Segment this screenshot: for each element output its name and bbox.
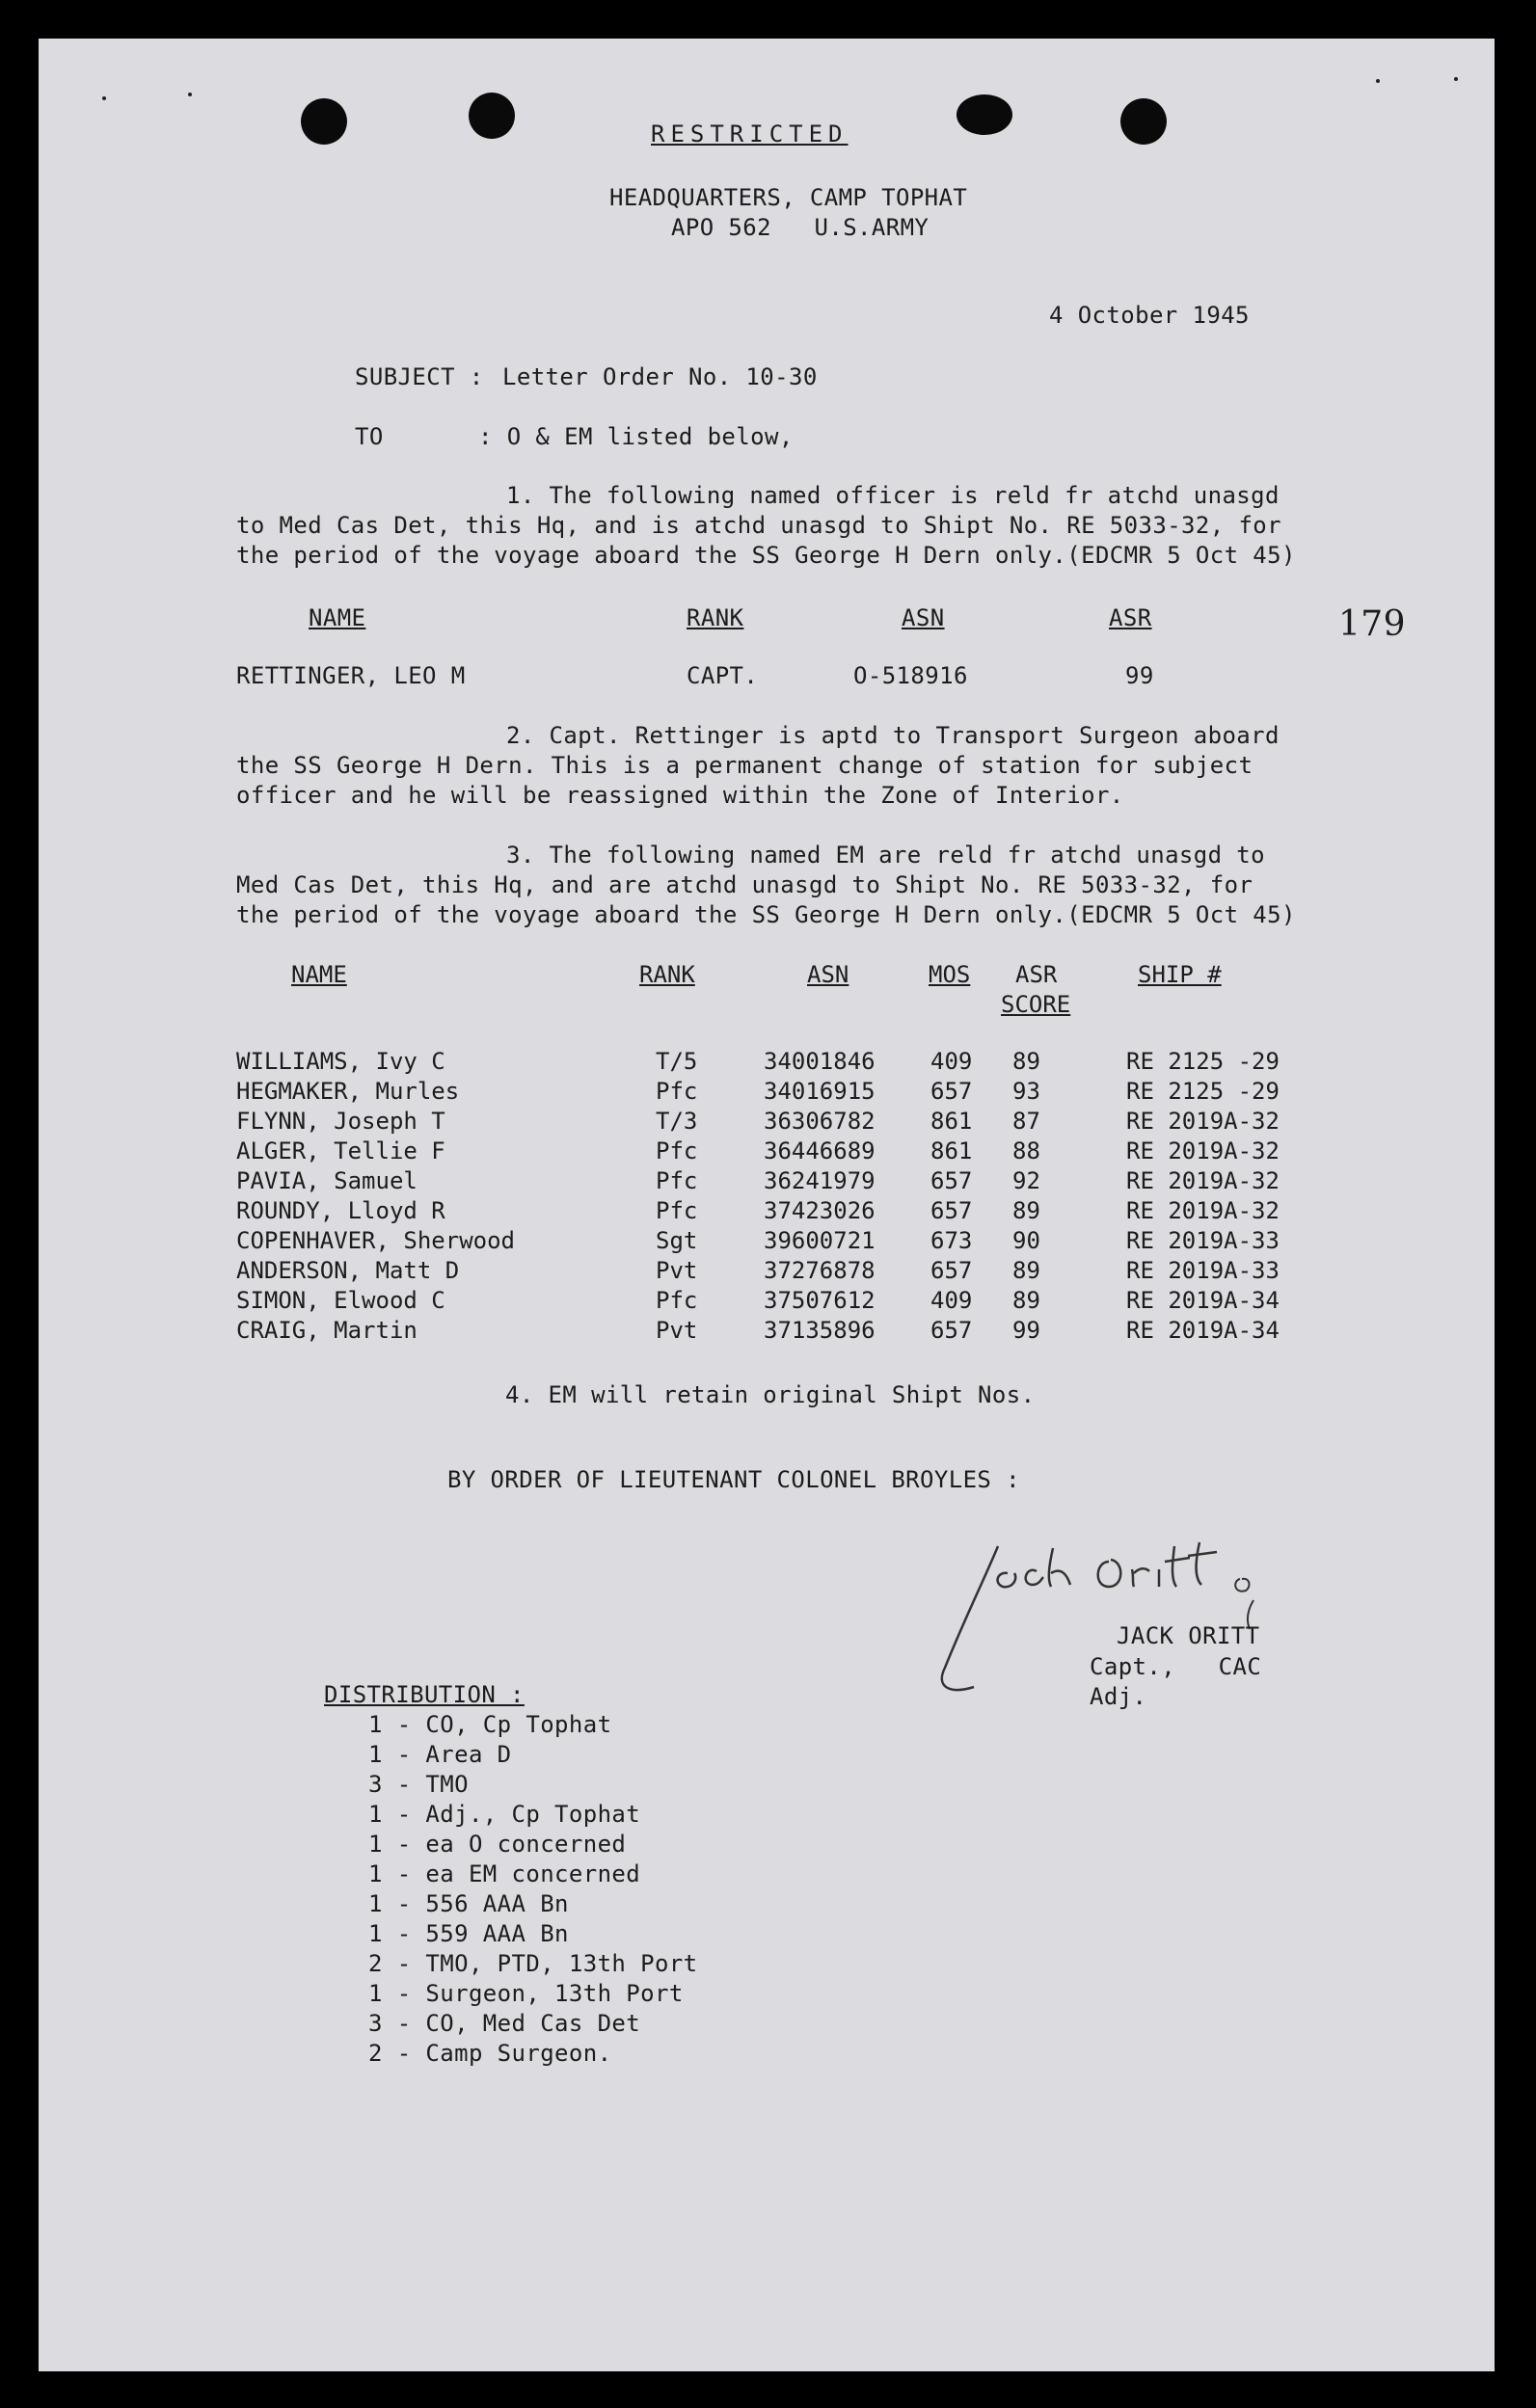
em-name: CRAIG, Martin [236,1317,418,1344]
em-rank: Sgt [656,1227,698,1254]
punch-hole [301,98,347,145]
list-item: 1 - Surgeon, 13th Port [368,1980,684,2007]
list-item: 1 - CO, Cp Tophat [368,1711,612,1738]
em-asn: 37507612 [764,1287,876,1314]
document-page [39,39,1495,2371]
punch-hole [1120,98,1167,145]
em-name: ANDERSON, Matt D [236,1257,460,1284]
em-ship: RE 2019A-33 [1126,1227,1280,1254]
officer-header-asn: ASN [902,604,945,631]
speck [188,93,192,96]
para4: 4. EM will retain original Shipt Nos. [505,1381,1036,1408]
em-ship: RE 2019A-32 [1126,1108,1280,1135]
em-mos: 657 [930,1257,973,1284]
em-header-mos: MOS [929,961,971,988]
list-item: 1 - ea O concerned [368,1831,627,1858]
em-rank: Pfc [656,1167,698,1194]
para1-line: the period of the voyage aboard the SS George H Dern only.(EDCMR 5 Oct 45) [236,542,1296,569]
officer-name: RETTINGER, LEO M [236,662,466,689]
distribution-title: DISTRIBUTION : [324,1681,525,1708]
officer-header-rank: RANK [687,604,744,631]
em-rank: Pfc [656,1137,698,1164]
em-ship: RE 2019A-32 [1126,1197,1280,1224]
para1-line: to Med Cas Det, this Hq, and is atchd unasgd to Shipt No. RE 5033-32, for [236,512,1281,539]
officer-asn: O-518916 [853,662,968,689]
subject-text: Letter Order No. 10-30 [502,363,818,390]
em-mos: 657 [930,1167,973,1194]
em-asn: 37135896 [764,1317,876,1344]
em-rank: Pfc [656,1197,698,1224]
list-item: 1 - ea EM concerned [368,1860,641,1887]
em-rank: Pvt [656,1257,698,1284]
officer-header-name: NAME [309,604,366,631]
document-date: 4 October 1945 [1049,302,1250,329]
em-rank: Pfc [656,1287,698,1314]
to-text: : O & EM listed below, [478,423,794,450]
em-rank: T/5 [656,1048,698,1075]
em-asn: 37423026 [764,1197,876,1224]
em-asn: 34016915 [764,1078,876,1105]
officer-rank: CAPT. [687,662,759,689]
em-mos: 673 [930,1227,973,1254]
subject-label: SUBJECT : [355,363,484,390]
para3-line: the period of the voyage aboard the SS George H Dern only.(EDCMR 5 Oct 45) [236,901,1296,928]
list-item: 1 - Adj., Cp Tophat [368,1801,641,1828]
speck [1376,79,1380,83]
list-item: 3 - CO, Med Cas Det [368,2010,641,2037]
em-asn: 34001846 [764,1048,876,1075]
em-asr: 99 [1012,1317,1040,1344]
speck [102,96,106,100]
em-asn: 36446689 [764,1137,876,1164]
list-item: 2 - Camp Surgeon. [368,2040,612,2067]
em-asr: 89 [1012,1048,1040,1075]
para2-line: officer and he will be reassigned within the Zone of Interior. [236,782,1124,809]
signer-rank: Capt., CAC [1090,1653,1262,1680]
em-rank: T/3 [656,1108,698,1135]
em-asn: 39600721 [764,1227,876,1254]
em-mos: 409 [930,1048,973,1075]
em-ship: RE 2019A-34 [1126,1287,1280,1314]
para2-line: 2. Capt. Rettinger is aptd to Transport Surgeon aboard [506,722,1280,749]
em-ship: RE 2019A-32 [1126,1137,1280,1164]
em-asn: 37276878 [764,1257,876,1284]
em-rank: Pvt [656,1317,698,1344]
em-asn: 36241979 [764,1167,876,1194]
em-asr: 89 [1012,1287,1040,1314]
order-line: BY ORDER OF LIEUTENANT COLONEL BROYLES : [447,1466,1020,1493]
em-mos: 657 [930,1078,973,1105]
em-mos: 657 [930,1317,973,1344]
speck [1454,77,1458,81]
para2-line: the SS George H Dern. This is a permanent change of station for subject [236,752,1253,779]
em-ship: RE 2019A-34 [1126,1317,1280,1344]
hq-line: HEADQUARTERS, CAMP TOPHAT [609,184,968,211]
classification-heading: RESTRICTED [651,120,849,147]
em-mos: 861 [930,1108,973,1135]
em-mos: 657 [930,1197,973,1224]
em-ship: RE 2019A-32 [1126,1167,1280,1194]
em-ship: RE 2125 -29 [1126,1048,1280,1075]
em-ship: RE 2125 -29 [1126,1078,1280,1105]
em-asr: 92 [1012,1167,1040,1194]
para1-line: 1. The following named officer is reld fr atchd unasgd [506,482,1280,509]
em-header-asr: ASR [1015,961,1058,988]
punch-hole [469,93,515,139]
list-item: 1 - 559 AAA Bn [368,1920,569,1947]
em-asr: 89 [1012,1197,1040,1224]
em-asr: 87 [1012,1108,1040,1135]
em-asn: 36306782 [764,1108,876,1135]
para3-line: Med Cas Det, this Hq, and are atchd unasgd to Shipt No. RE 5033-32, for [236,871,1253,898]
em-asr: 89 [1012,1257,1040,1284]
em-mos: 861 [930,1137,973,1164]
em-name: WILLIAMS, Ivy C [236,1048,445,1075]
apo-line: APO 562 U.S.ARMY [671,214,930,241]
em-name: SIMON, Elwood C [236,1287,445,1314]
list-item: 1 - Area D [368,1741,512,1768]
em-asr: 93 [1012,1078,1040,1105]
em-name: ALGER, Tellie F [236,1137,445,1164]
em-header-ship: SHIP # [1138,961,1222,988]
list-item: 1 - 556 AAA Bn [368,1890,569,1917]
em-header-rank: RANK [639,961,695,988]
list-item: 3 - TMO [368,1771,469,1798]
em-name: ROUNDY, Lloyd R [236,1197,445,1224]
to-label: TO [355,423,384,450]
punch-hole [957,94,1012,135]
signer-name: JACK ORITT [1117,1622,1260,1649]
em-rank: Pfc [656,1078,698,1105]
officer-asr: 99 [1125,662,1154,689]
page-number: 179 [1338,604,1406,644]
em-asr: 88 [1012,1137,1040,1164]
em-header-asn: ASN [807,961,849,988]
em-header-asr-score: SCORE [1001,991,1071,1018]
em-name: HEGMAKER, Murles [236,1078,460,1105]
em-asr: 90 [1012,1227,1040,1254]
em-name: PAVIA, Samuel [236,1167,418,1194]
em-ship: RE 2019A-33 [1126,1257,1280,1284]
list-item: 2 - TMO, PTD, 13th Port [368,1950,698,1977]
em-header-name: NAME [291,961,347,988]
em-mos: 409 [930,1287,973,1314]
signer-title: Adj. [1090,1683,1147,1710]
para3-line: 3. The following named EM are reld fr atchd unasgd to [506,842,1266,869]
em-name: FLYNN, Joseph T [236,1108,445,1135]
officer-header-asr: ASR [1109,604,1152,631]
em-name: COPENHAVER, Sherwood [236,1227,515,1254]
